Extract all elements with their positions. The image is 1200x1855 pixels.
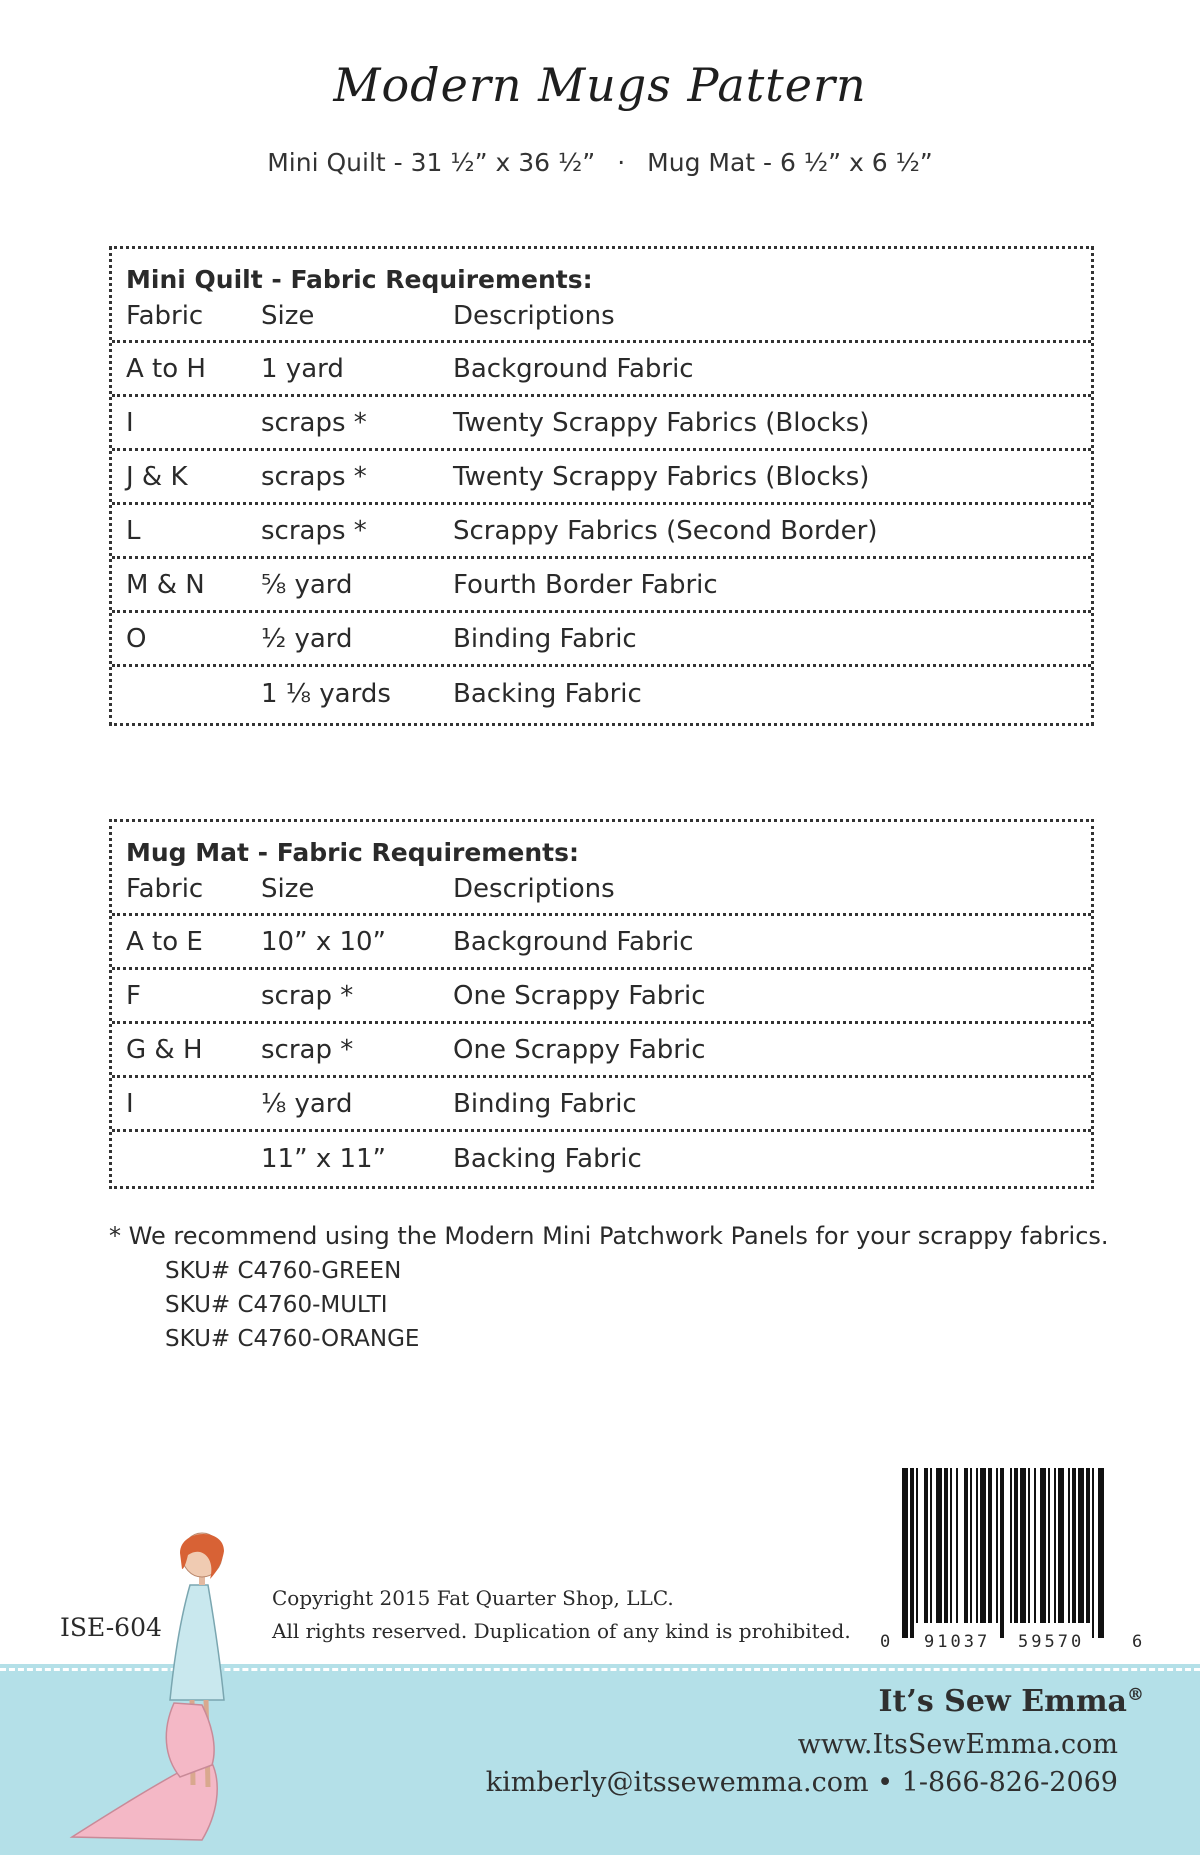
- page-title: Modern Mugs Pattern: [333, 58, 867, 112]
- barcode-bar: [1054, 1468, 1056, 1623]
- contact-info: kimberly@itssewemma.com • 1-866-826-2069: [485, 1767, 1118, 1798]
- registered-mark: ®: [1127, 1685, 1144, 1705]
- barcode-bar: [1092, 1468, 1094, 1638]
- cell-description: Backing Fabric: [453, 1144, 642, 1174]
- barcode-bar: [988, 1468, 992, 1623]
- cell-fabric: A to H: [126, 353, 206, 384]
- pattern-code: ISE-604: [60, 1613, 162, 1642]
- barcode-bar: [976, 1468, 978, 1623]
- scrappy-fabric-note: * We recommend using the Modern Mini Patchwork Panels for your scrappy fabrics.: [109, 1222, 1109, 1250]
- barcode-digits-group-1: 91037: [924, 1632, 991, 1652]
- barcode-bar: [1048, 1468, 1050, 1623]
- barcode-bar: [1040, 1468, 1046, 1623]
- barcode-bar: [1072, 1468, 1076, 1623]
- barcode-bar: [1098, 1468, 1104, 1638]
- mug-mat-size: Mug Mat - 6 ½” x 6 ½”: [647, 148, 933, 177]
- copyright-line-2: All rights reserved. Duplication of any kind is prohibited.: [272, 1619, 851, 1643]
- table-row: [112, 451, 1091, 505]
- cell-size: scraps *: [261, 461, 367, 492]
- cell-description: Background Fabric: [453, 353, 694, 384]
- sku-green: SKU# C4760-GREEN: [165, 1258, 402, 1284]
- cell-size: ⅛ yard: [261, 1088, 353, 1119]
- cell-description: Background Fabric: [453, 926, 694, 957]
- barcode-bar: [902, 1468, 908, 1638]
- cell-fabric: O: [126, 623, 147, 654]
- cell-size: 10” x 10”: [261, 926, 387, 957]
- table-row: [112, 397, 1091, 451]
- size-separator: ·: [617, 148, 626, 177]
- column-header-fabric: Fabric: [126, 301, 204, 331]
- table-row: [112, 1024, 1091, 1078]
- barcode-bar: [1014, 1468, 1018, 1623]
- cell-fabric: J & K: [126, 461, 188, 492]
- copyright-notice: [272, 1582, 851, 1648]
- barcode-bar: [936, 1468, 942, 1623]
- table-row: [112, 1132, 1091, 1186]
- table-row: [112, 559, 1091, 613]
- brand-text: It’s Sew Emma: [878, 1684, 1127, 1719]
- barcode-digits-group-2: 59570: [1018, 1632, 1085, 1652]
- barcode-bar: [910, 1468, 914, 1638]
- barcode-bar: [1028, 1468, 1030, 1623]
- cell-description: Scrappy Fabrics (Second Border): [453, 515, 878, 546]
- column-header-fabric: Fabric: [126, 874, 204, 904]
- cell-description: One Scrappy Fabric: [453, 980, 706, 1011]
- cell-fabric: I: [126, 1088, 134, 1119]
- barcode-bar: [1010, 1468, 1012, 1623]
- barcode-bar: [1020, 1468, 1026, 1623]
- table-row: [112, 613, 1091, 667]
- column-headers: [126, 870, 1077, 908]
- table-row: [112, 1078, 1091, 1132]
- barcode-bar: [950, 1468, 952, 1623]
- cell-fabric: L: [126, 515, 141, 546]
- barcode-bar: [1034, 1468, 1036, 1623]
- table-row: [112, 916, 1091, 970]
- barcode-bar: [930, 1468, 932, 1623]
- table-header: [112, 249, 1091, 343]
- cell-size: scraps *: [261, 407, 367, 438]
- cell-size: 11” x 11”: [261, 1144, 387, 1174]
- barcode-bar: [916, 1468, 918, 1623]
- mini-quilt-size: Mini Quilt - 31 ½” x 36 ½”: [267, 148, 596, 177]
- cell-description: Binding Fabric: [453, 1088, 637, 1119]
- barcode-digit-right: 6: [1132, 1632, 1143, 1652]
- sku-orange: SKU# C4760-ORANGE: [165, 1326, 420, 1352]
- cell-size: ⅝ yard: [261, 569, 353, 600]
- mug-mat-requirements-table: [109, 819, 1094, 1189]
- cell-size: 1 ⅛ yards: [261, 679, 391, 709]
- copyright-line-1: Copyright 2015 Fat Quarter Shop, LLC.: [272, 1586, 674, 1610]
- table-title: Mini Quilt - Fabric Requirements:: [126, 265, 593, 294]
- cell-size: scraps *: [261, 515, 367, 546]
- column-header-size: Size: [261, 874, 315, 904]
- cell-description: Binding Fabric: [453, 623, 637, 654]
- cell-size: ½ yard: [261, 623, 353, 654]
- table-title: Mug Mat - Fabric Requirements:: [126, 838, 579, 867]
- cell-fabric: M & N: [126, 569, 205, 600]
- barcode-bar: [1058, 1468, 1064, 1623]
- cell-description: Twenty Scrappy Fabrics (Blocks): [453, 407, 870, 438]
- barcode-bar: [944, 1468, 948, 1623]
- cell-fabric: G & H: [126, 1034, 203, 1065]
- table-header: [112, 822, 1091, 916]
- barcode-bar: [1086, 1468, 1090, 1623]
- table-row: [112, 343, 1091, 397]
- website-link[interactable]: www.ItsSewEmma.com: [797, 1729, 1118, 1760]
- barcode-bar: [1078, 1468, 1084, 1623]
- table-row: [112, 667, 1091, 721]
- pattern-sizes: [0, 148, 1200, 177]
- cell-size: scrap *: [261, 1034, 354, 1065]
- column-header-size: Size: [261, 301, 315, 331]
- brand-name: [879, 1684, 1144, 1719]
- cell-description: Twenty Scrappy Fabrics (Blocks): [453, 461, 870, 492]
- barcode-digit-left: 0: [880, 1632, 891, 1652]
- cell-description: One Scrappy Fabric: [453, 1034, 706, 1065]
- cell-description: Backing Fabric: [453, 679, 642, 709]
- table-row: [112, 970, 1091, 1024]
- barcode-bar: [996, 1468, 998, 1623]
- cell-fabric: I: [126, 407, 134, 438]
- column-header-descriptions: Descriptions: [453, 301, 615, 331]
- girl-illustration: [52, 1525, 302, 1845]
- barcode-bar: [964, 1468, 968, 1623]
- barcode-bar: [924, 1468, 928, 1623]
- cell-fabric: F: [126, 980, 141, 1011]
- barcode: [902, 1468, 1124, 1638]
- cell-description: Fourth Border Fabric: [453, 569, 718, 600]
- barcode-bar: [1068, 1468, 1070, 1623]
- mini-quilt-requirements-table: [109, 246, 1094, 726]
- cell-size: scrap *: [261, 980, 354, 1011]
- column-headers: [126, 297, 1077, 335]
- sku-multi: SKU# C4760-MULTI: [165, 1292, 388, 1318]
- barcode-bar: [970, 1468, 972, 1623]
- cell-size: 1 yard: [261, 353, 344, 384]
- table-row: [112, 505, 1091, 559]
- barcode-bar: [956, 1468, 958, 1623]
- barcode-bar: [980, 1468, 986, 1623]
- cell-fabric: A to E: [126, 926, 203, 957]
- barcode-bar: [1000, 1468, 1004, 1638]
- column-header-descriptions: Descriptions: [453, 874, 615, 904]
